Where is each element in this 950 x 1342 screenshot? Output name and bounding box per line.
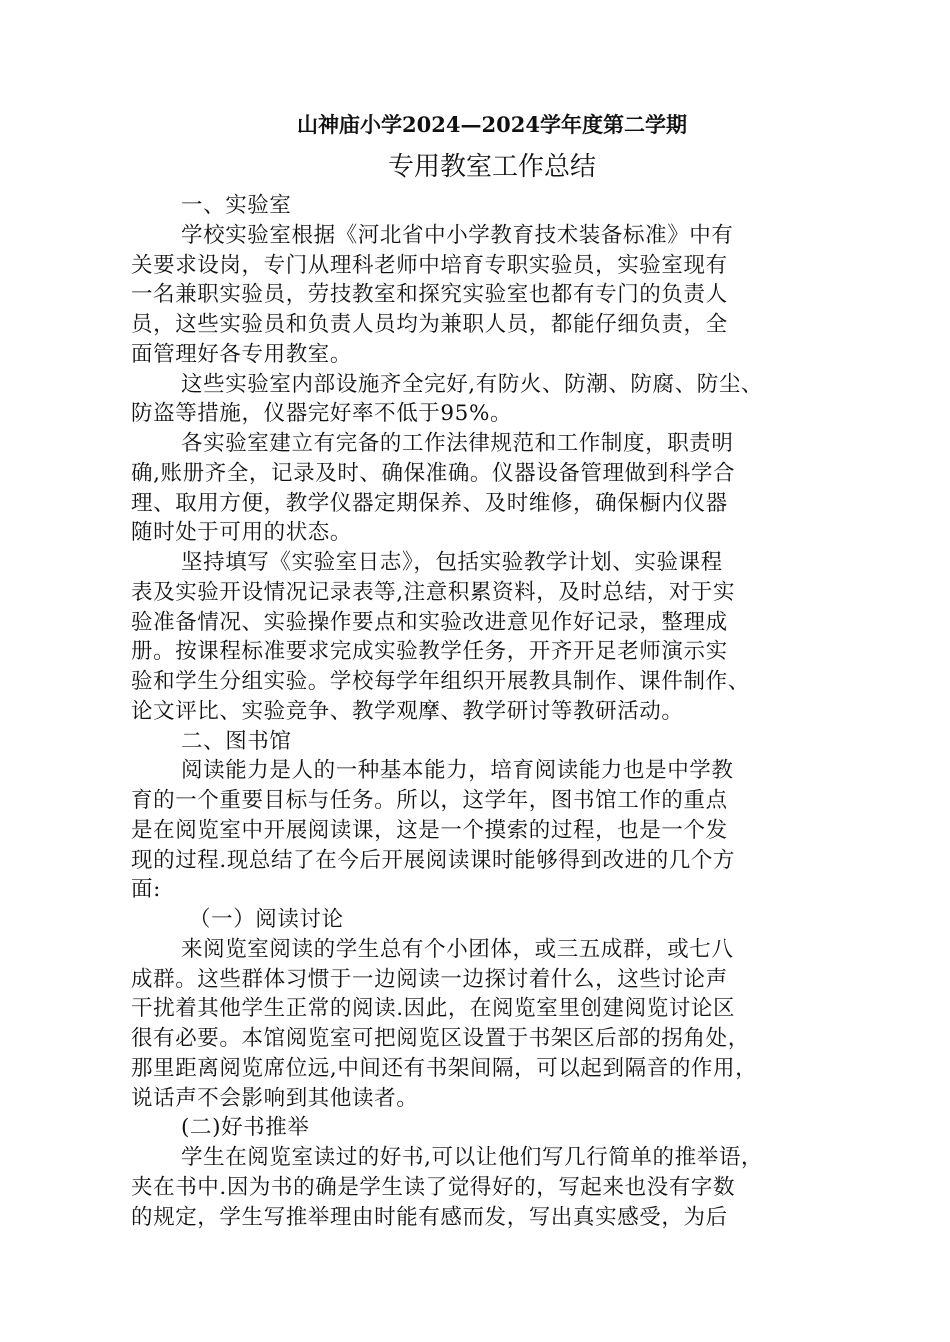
paragraph-line: 学校实验室根据《河北省中小学教育技术装备标准》中有 bbox=[181, 222, 734, 248]
paragraph-line: 阅读能力是人的一种基本能力，培育阅读能力也是中学教 bbox=[181, 758, 734, 784]
paragraph-line: （一）阅读讨论 bbox=[189, 907, 344, 932]
paragraph-line: 很有必要。本馆阅览室可把阅览区设置于书架区后部的拐角处， bbox=[131, 1026, 750, 1051]
paragraph-line: 坚持填写《实验室日志》，包括实验教学计划、实验课程 bbox=[181, 550, 723, 575]
paragraph-line: 来阅览室阅读的学生总有个小团体，或三五成群，或七八 bbox=[181, 936, 734, 962]
paragraph-line: 防盗等措施，仪器完好率不低于95%。 bbox=[131, 401, 513, 427]
paragraph-line: 现的过程.现总结了在今后开展阅读课时能够得到改进的几个方 bbox=[131, 847, 736, 873]
document-title: 山神庙小学2024—2024学年度第二学期 bbox=[297, 112, 687, 137]
paragraph-line: 论文评比、实验竞争、教学观摩、教学研讨等教研活动。 bbox=[131, 698, 684, 724]
paragraph-line: 是在阅览室中开展阅读课，这是一个摸索的过程，也是一个发 bbox=[131, 817, 728, 843]
paragraph-line: 这些实验室内部设施齐全完好,有防火、防潮、防腐、防尘、 bbox=[181, 371, 764, 397]
paragraph-line: 学生在阅览室读过的好书,可以让他们写几行简单的推举语， bbox=[181, 1145, 764, 1170]
section-heading: 二、图书馆 bbox=[181, 728, 292, 754]
paragraph-line: 确,账册齐全，记录及时、确保准确。仪器设备管理做到科学合 bbox=[131, 460, 736, 486]
paragraph-line: 一名兼职实验员，劳技教室和探究实验室也都有专门的负责人 bbox=[131, 282, 728, 308]
section-heading: 一、实验室 bbox=[181, 193, 292, 218]
paragraph-line: 表及实验开设情况记录表等,注意积累资料，及时总结，对于实 bbox=[131, 579, 736, 605]
paragraph-line: 关要求设岗，专门从理科老师中培育专职实验员，实验室现有 bbox=[131, 252, 728, 278]
paragraph-line: 夹在书中.因为书的确是学生读了觉得好的，写起来也没有字数 bbox=[131, 1174, 736, 1200]
paragraph-line: 的规定，学生写推举理由时能有感而发，写出真实感受，为后 bbox=[131, 1204, 728, 1230]
paragraph-line: 各实验室建立有完备的工作法律规范和工作制度，职责明 bbox=[181, 431, 734, 456]
paragraph-line: 育的一个重要目标与任务。所以，这学年，图书馆工作的重点 bbox=[131, 788, 728, 813]
document-subtitle: 专用教室工作总结 bbox=[387, 152, 596, 182]
paragraph-line: 册。按课程标准要求完成实验教学任务，开齐开足老师演示实 bbox=[131, 639, 728, 665]
paragraph-line: 员，这些实验员和负责人员均为兼职人员，都能仔细负责，全 bbox=[131, 312, 728, 337]
paragraph-line: 随时处于可用的状态。 bbox=[131, 520, 353, 546]
paragraph-line: 验和学生分组实验。学校每学年组织开展教具制作、课件制作、 bbox=[131, 669, 750, 694]
paragraph-line: 面管理好各专用教室。 bbox=[131, 341, 353, 367]
document-page bbox=[131, 108, 853, 1232]
paragraph-line: (二)好书推举 bbox=[181, 1115, 310, 1141]
paragraph-line: 理、取用方便，教学仪器定期保养、及时维修，确保橱内仪器 bbox=[131, 490, 728, 516]
paragraph-line: 说话声不会影响到其他读者。 bbox=[131, 1085, 419, 1111]
document-body bbox=[131, 191, 853, 1232]
paragraph-line: 那里距离阅览席位远,中间还有书架间隔，可以起到隔音的作用， bbox=[131, 1055, 758, 1081]
paragraph-line: 成群。这些群体习惯于一边阅读一边探讨着什么，这些讨论声 bbox=[131, 966, 728, 992]
paragraph-line: 干扰着其他学生正常的阅读.因此，在阅览室里创建阅览讨论区 bbox=[131, 996, 736, 1022]
paragraph-line: 验准备情况、实验操作要点和实验改进意见作好记录，整理成 bbox=[131, 609, 728, 635]
paragraph-line: 面: bbox=[131, 877, 161, 903]
